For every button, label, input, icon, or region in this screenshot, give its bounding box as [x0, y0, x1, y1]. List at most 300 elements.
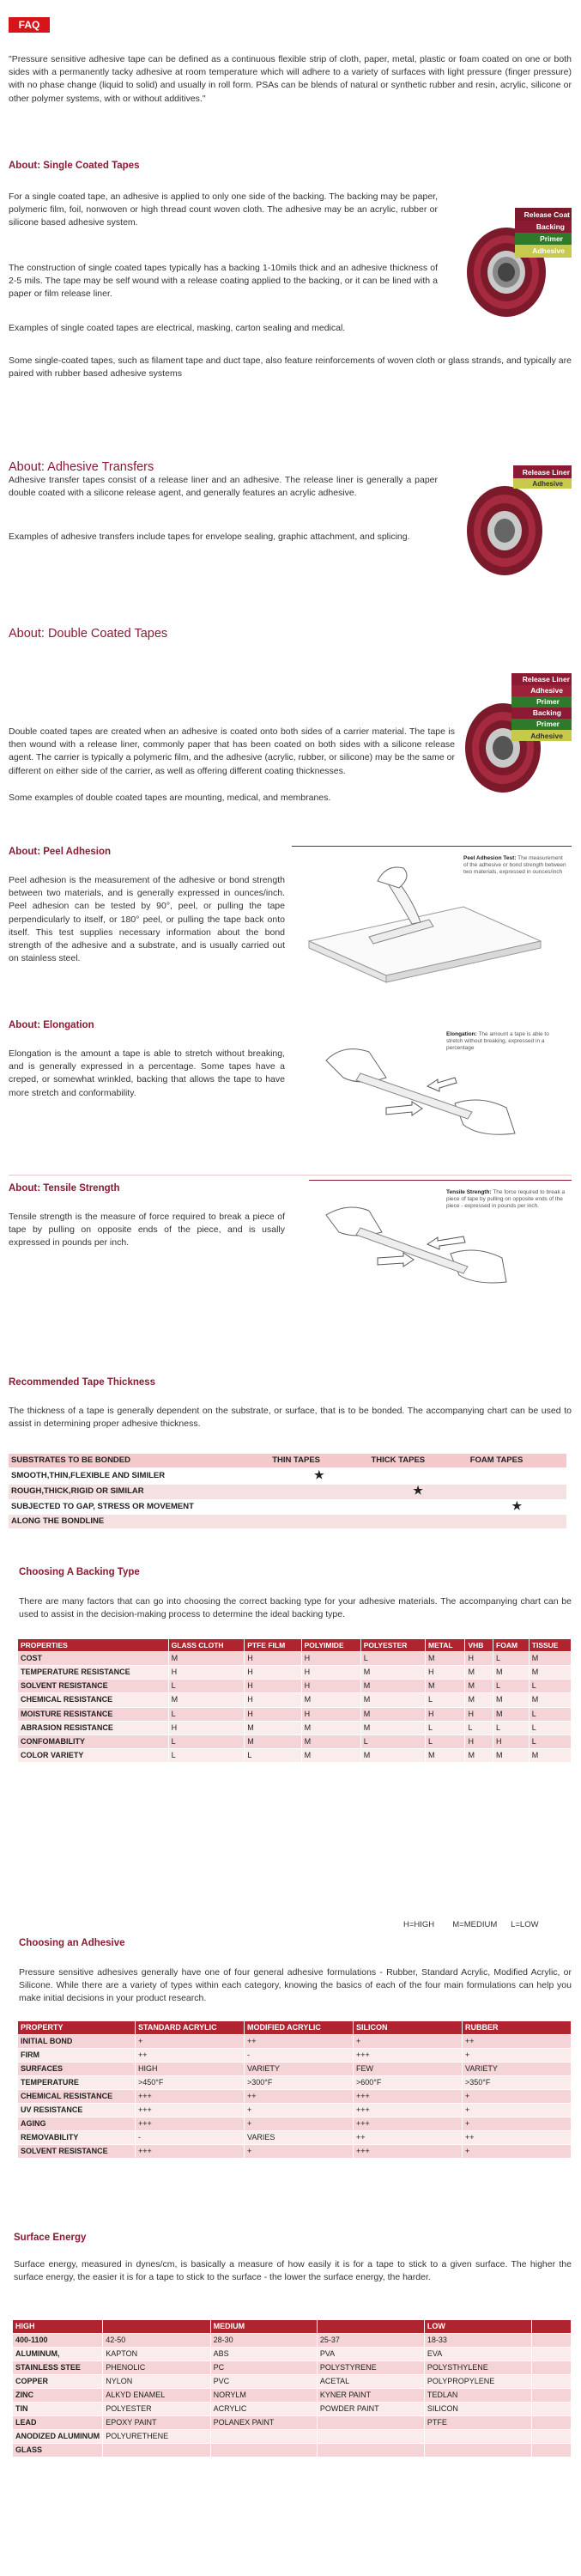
adhesive-transfers-p2: Examples of adhesive transfers include tapes for envelope sealing, graphic attachment, and splicing.	[9, 532, 410, 542]
double-layer-label: Primer	[536, 697, 560, 706]
single-layer-label: Backing	[536, 222, 565, 231]
thickness-cell	[269, 1515, 368, 1529]
adhesive-cell: >300°F	[245, 2076, 354, 2090]
thickness-cell	[468, 1484, 566, 1499]
backing-cell: M	[493, 1693, 530, 1707]
backing-cell: M	[465, 1748, 493, 1762]
adhesive-row	[18, 2035, 572, 2049]
backing-cell: L	[529, 1680, 571, 1693]
surface-row	[13, 2348, 572, 2361]
adhesive-row	[18, 2104, 572, 2117]
adhesive-cell: >600°F	[354, 2076, 463, 2090]
surface-cell	[424, 2430, 532, 2444]
transfer-layer-label: Release Liner	[522, 468, 570, 477]
adhesive-cell: +++	[354, 2117, 463, 2131]
backing-cell: H	[301, 1666, 360, 1680]
backing-cell: L	[245, 1748, 301, 1762]
thickness-row	[9, 1515, 566, 1529]
surface-cell: POLYPROPYLENE	[424, 2375, 532, 2389]
backing-row-label: COLOR VARIETY	[18, 1748, 169, 1762]
surface-cell	[424, 2444, 532, 2458]
surface-row-label: ZINC	[13, 2389, 103, 2403]
adhesive-cell: +	[463, 2104, 572, 2117]
backing-cell: L	[529, 1707, 571, 1721]
backing-cell: H	[245, 1680, 301, 1693]
backing-header-cell: GLASS CLOTH	[168, 1639, 245, 1652]
surface-row-label: ALUMINUM,	[13, 2348, 103, 2361]
backing-cell: L	[465, 1721, 493, 1735]
adhesive-cell: HIGH	[136, 2063, 245, 2076]
thickness-header-cell: FOAM TAPES	[468, 1454, 566, 1468]
tensile-caption-title: Tensile Strength:	[446, 1189, 492, 1195]
single-coated-p2: The construction of single coated tapes typically has a backing 1-10mils thick and an adhesive thickness of 2-5 mils. The tape may be self wound with a release coating applied to the backing, or it can be lined with a paper or film release liner.	[9, 263, 438, 300]
backing-cell: L	[529, 1735, 571, 1748]
surface-cell: POLYURETHENE	[103, 2430, 210, 2444]
adhesive-row	[18, 2117, 572, 2131]
backing-cell: M	[301, 1735, 360, 1748]
surface-row	[13, 2444, 572, 2458]
elongation-caption-text: The amount a tape is able to stretch without breaking, expressed in a percentage	[446, 1031, 549, 1052]
single-layer-label: Adhesive	[532, 246, 565, 255]
surface-cell	[532, 2361, 572, 2375]
surface-cell: PVC	[210, 2375, 317, 2389]
surface-cell: NORYLM	[210, 2389, 317, 2403]
backing-cell: H	[301, 1707, 360, 1721]
adhesive-row-label: INITIAL BOND	[18, 2035, 136, 2049]
surface-energy-p1: Surface energy, measured in dynes/cm, is basically a measure of how easily it is for a tape to stick to a given surface. The higher the surface energy, the easier it is for a tape to stick to the surface - the lower the surface energy, the harder.	[14, 2259, 572, 2283]
thickness-row	[9, 1468, 566, 1484]
surface-cell: POLYESTER	[103, 2403, 210, 2416]
adhesive-cell: +++	[354, 2049, 463, 2063]
thickness-cell	[368, 1468, 467, 1484]
backing-cell: H	[245, 1666, 301, 1680]
adhesive-cell: +++	[136, 2145, 245, 2159]
recommended-star-icon: ★	[413, 1483, 423, 1497]
adhesive-cell: ++	[245, 2035, 354, 2049]
surface-cell: ACRYLIC	[210, 2403, 317, 2416]
double-coated-heading: About: Double Coated Tapes	[9, 627, 168, 641]
backing-type-heading: Choosing A Backing Type	[19, 1567, 140, 1577]
surface-row-label: COPPER	[13, 2375, 103, 2389]
backing-row	[18, 1707, 572, 1721]
backing-cell: M	[425, 1748, 465, 1762]
thickness-cell	[269, 1468, 368, 1484]
adhesive-cell: FEW	[354, 2063, 463, 2076]
surface-cell: KYNER PAINT	[317, 2389, 424, 2403]
thickness-header-cell: THICK TAPES	[368, 1454, 467, 1468]
backing-row-label: MOISTURE RESISTANCE	[18, 1707, 169, 1721]
backing-cell: M	[493, 1666, 530, 1680]
single-coated-p4: Some single-coated tapes, such as filament tape and duct tape, also feature reinforcements of woven cloth or glass strands, and typically are paired with rubber based adhesive systems	[9, 355, 572, 380]
thickness-row	[9, 1484, 566, 1499]
backing-cell: M	[168, 1693, 245, 1707]
surface-row	[13, 2375, 572, 2389]
backing-cell: M	[360, 1707, 425, 1721]
surface-cell	[317, 2444, 424, 2458]
backing-cell: L	[425, 1735, 465, 1748]
backing-header-cell: POLYIMIDE	[301, 1639, 360, 1652]
backing-cell: M	[245, 1721, 301, 1735]
surface-row	[13, 2334, 572, 2348]
backing-row	[18, 1693, 572, 1707]
surface-cell	[532, 2444, 572, 2458]
surface-header-cell	[317, 2320, 424, 2334]
surface-cell: SILICON	[424, 2403, 532, 2416]
surface-cell	[532, 2403, 572, 2416]
adhesive-cell: VARIETY	[463, 2063, 572, 2076]
adhesive-row	[18, 2076, 572, 2090]
surface-row-label: 400-1100	[13, 2334, 103, 2348]
surface-row	[13, 2403, 572, 2416]
adhesive-header-cell: SILICON	[354, 2021, 463, 2035]
surface-cell: ALKYD ENAMEL	[103, 2389, 210, 2403]
elongation-illustration	[309, 1026, 572, 1146]
surface-cell: PTFE	[424, 2416, 532, 2430]
thickness-cell	[269, 1499, 368, 1515]
double-layer-label: Backing	[532, 708, 561, 717]
single-coated-tape-roll-diagram	[462, 191, 573, 319]
backing-cell: H	[301, 1680, 360, 1693]
backing-row	[18, 1666, 572, 1680]
double-coated-tape-roll-diagram	[462, 666, 573, 795]
backing-header-row	[18, 1639, 572, 1652]
adhesive-row-label: UV RESISTANCE	[18, 2104, 136, 2117]
transfer-layer-label: Adhesive	[532, 480, 563, 488]
backing-header-cell: POLYESTER	[360, 1639, 425, 1652]
surface-cell: NYLON	[103, 2375, 210, 2389]
adhesive-row-label: AGING	[18, 2117, 136, 2131]
thickness-cell	[368, 1515, 467, 1529]
surface-cell	[210, 2444, 317, 2458]
backing-cell: M	[493, 1707, 530, 1721]
recommended-star-icon: ★	[511, 1498, 523, 1512]
adhesive-cell: +	[245, 2117, 354, 2131]
backing-cell: L	[168, 1707, 245, 1721]
adhesive-cell: +++	[354, 2145, 463, 2159]
backing-cell: M	[465, 1680, 493, 1693]
adhesive-cell: ++	[463, 2131, 572, 2145]
single-coated-heading: About: Single Coated Tapes	[9, 161, 140, 171]
backing-cell: M	[529, 1652, 571, 1666]
surface-cell	[532, 2334, 572, 2348]
surface-cell: 42-50	[103, 2334, 210, 2348]
thickness-cell	[468, 1499, 566, 1515]
double-coated-p1: Double coated tapes are created when an adhesive is coated onto both sides of a carrier material. The tape is then wound with a release liner, commonly paper that has been coated on both sides with a silicone release agent. The carrier is typically a polymeric film, and the adhesive (acrylic, rubber, or silicone) may be the same or different on either side of the carrier, as well as offering different coating thicknesses.	[9, 726, 455, 776]
backing-cell: L	[493, 1652, 530, 1666]
surface-cell: EVA	[424, 2348, 532, 2361]
double-layer-label: Release Liner	[522, 675, 570, 683]
backing-row	[18, 1721, 572, 1735]
backing-cell: M	[465, 1693, 493, 1707]
backing-cell: M	[425, 1680, 465, 1693]
thickness-cell	[269, 1484, 368, 1499]
peel-adhesion-illustration	[292, 846, 572, 984]
backing-cell: H	[245, 1707, 301, 1721]
adhesive-cell: >350°F	[463, 2076, 572, 2090]
backing-type-table	[17, 1638, 572, 1763]
adhesive-cell: +	[463, 2145, 572, 2159]
surface-cell: POLYSTYRENE	[317, 2361, 424, 2375]
thickness-row-label: SMOOTH,THIN,FLEXIBLE AND SIMILER	[9, 1468, 269, 1484]
surface-cell: POLYSTHYLENE	[424, 2361, 532, 2375]
adhesive-row-label: REMOVABILITY	[18, 2131, 136, 2145]
surface-cell: KAPTON	[103, 2348, 210, 2361]
backing-row-label: CONFOMABILITY	[18, 1735, 169, 1748]
peel-adhesion-heading: About: Peel Adhesion	[9, 847, 112, 857]
backing-cell: M	[529, 1693, 571, 1707]
backing-type-p1: There are many factors that can go into choosing the correct backing type for your adhesive materials. The accompanying chart can be used to assist in the decision-making process to determine the ideal backing type.	[19, 1596, 572, 1620]
adhesive-row-label: CHEMICAL RESISTANCE	[18, 2090, 136, 2104]
surface-row-label: GLASS	[13, 2444, 103, 2458]
surface-cell	[210, 2430, 317, 2444]
backing-cell: M	[360, 1680, 425, 1693]
adhesive-cell: ++	[463, 2035, 572, 2049]
backing-cell: H	[425, 1707, 465, 1721]
recommended-star-icon: ★	[314, 1468, 324, 1481]
adhesive-row	[18, 2145, 572, 2159]
backing-cell: H	[465, 1707, 493, 1721]
backing-cell: L	[360, 1735, 425, 1748]
surface-cell: ACETAL	[317, 2375, 424, 2389]
backing-cell: M	[425, 1652, 465, 1666]
surface-cell: POLANEX PAINT	[210, 2416, 317, 2430]
backing-cell: H	[465, 1652, 493, 1666]
adhesive-cell: +	[136, 2035, 245, 2049]
backing-cell: L	[168, 1680, 245, 1693]
tensile-caption-text: The force required to break a piece of tape by pulling on opposite ends of the piece - expressed in pounds per inch.	[446, 1189, 566, 1210]
backing-cell: H	[425, 1666, 465, 1680]
backing-cell: L	[425, 1693, 465, 1707]
backing-cell: L	[425, 1721, 465, 1735]
backing-row-label: COST	[18, 1652, 169, 1666]
adhesive-header-cell: STANDARD ACRYLIC	[136, 2021, 245, 2035]
adhesive-cell: +	[463, 2117, 572, 2131]
adhesive-cell: +++	[136, 2090, 245, 2104]
surface-row	[13, 2389, 572, 2403]
backing-header-cell: VHB	[465, 1639, 493, 1652]
thickness-cell	[368, 1484, 467, 1499]
surface-cell: 25-37	[317, 2334, 424, 2348]
surface-cell: TEDLAN	[424, 2389, 532, 2403]
thickness-header-cell: THIN TAPES	[269, 1454, 368, 1468]
adhesive-transfer-tape-roll-diagram	[462, 453, 573, 582]
double-layer-label: Adhesive	[530, 732, 563, 740]
backing-header-cell: FOAM	[493, 1639, 530, 1652]
backing-row	[18, 1652, 572, 1666]
surface-cell: POWDER PAINT	[317, 2403, 424, 2416]
backing-header-cell: TISSUE	[529, 1639, 571, 1652]
tape-thickness-heading: Recommended Tape Thickness	[9, 1377, 156, 1388]
surface-row	[13, 2361, 572, 2375]
backing-cell: H	[245, 1693, 301, 1707]
backing-row	[18, 1735, 572, 1748]
backing-cell: M	[360, 1721, 425, 1735]
thickness-row-label: SUBJECTED TO GAP, STRESS OR MOVEMENT	[9, 1499, 269, 1515]
backing-row-label: CHEMICAL RESISTANCE	[18, 1693, 169, 1707]
single-layer-label: Release Coat	[524, 210, 570, 219]
choosing-adhesive-heading: Choosing an Adhesive	[19, 1938, 125, 1948]
backing-row	[18, 1680, 572, 1693]
adhesive-cell: +	[245, 2145, 354, 2159]
single-coated-p1: For a single coated tape, an adhesive is applied to only one side of the backing. The backing may be paper, polymeric film, foil, nonwoven or high thread count woven cloth. The adhesive may be an acrylic, rubber or silicone based adhesive system.	[9, 191, 438, 228]
adhesive-row-label: SOLVENT RESISTANCE	[18, 2145, 136, 2159]
backing-cell: M	[360, 1693, 425, 1707]
tensile-strength-heading: About: Tensile Strength	[9, 1183, 120, 1194]
surface-cell	[532, 2416, 572, 2430]
backing-row-label: ABRASION RESISTANCE	[18, 1721, 169, 1735]
backing-row-label: TEMPERATURE RESISTANCE	[18, 1666, 169, 1680]
adhesive-cell: ++	[354, 2131, 463, 2145]
adhesive-row-label: SURFACES	[18, 2063, 136, 2076]
backing-cell: M	[493, 1748, 530, 1762]
surface-cell: 18-33	[424, 2334, 532, 2348]
adhesive-row	[18, 2063, 572, 2076]
surface-cell	[103, 2444, 210, 2458]
surface-header-cell: MEDIUM	[210, 2320, 317, 2334]
surface-cell	[532, 2348, 572, 2361]
backing-row-label: SOLVENT RESISTANCE	[18, 1680, 169, 1693]
tensile-illustration	[309, 1189, 572, 1292]
backing-cell: L	[529, 1721, 571, 1735]
surface-energy-table	[12, 2319, 572, 2458]
single-coated-p3: Examples of single coated tapes are electrical, masking, carton sealing and medical.	[9, 323, 346, 333]
backing-cell: H	[493, 1735, 530, 1748]
tape-thickness-p1: The thickness of a tape is generally dependent on the substrate, or surface, that is to be bonded. The accompanying chart can be used to assist in determining proper adhesive thickness.	[9, 1406, 572, 1430]
peel-caption-title: Peel Adhesion Test:	[463, 855, 517, 861]
surface-cell: ABS	[210, 2348, 317, 2361]
surface-row-label: TIN	[13, 2403, 103, 2416]
backing-cell: M	[301, 1693, 360, 1707]
peel-adhesion-p1: Peel adhesion is the measurement of the adhesive or bond strength between two materials, and is generally expressed in ounces/inch. Peel adhesion can be tested by 90°, peel, or pulling the tape perpendicularly to itself, or 180° peel, or pulling the tape back onto itself. This test supplies necessary information about the bond strength of the adhesive and a substrate, and is usually carried out on stainless steel.	[9, 875, 285, 964]
backing-cell: M	[360, 1748, 425, 1762]
elongation-heading: About: Elongation	[9, 1020, 94, 1030]
adhesive-row-label: TEMPERATURE	[18, 2076, 136, 2090]
surface-row-label: LEAD	[13, 2416, 103, 2430]
backing-header-cell: PROPERTIES	[18, 1639, 169, 1652]
thickness-header-cell: SUBSTRATES TO BE BONDED	[9, 1454, 269, 1468]
backing-cell: H	[465, 1735, 493, 1748]
thickness-row-label: ALONG THE BONDLINE	[9, 1515, 269, 1529]
backing-legend: H=HIGH M=MEDIUM L=LOW	[403, 1920, 539, 1929]
thickness-header-row	[9, 1454, 566, 1468]
backing-cell: H	[245, 1652, 301, 1666]
backing-cell: L	[360, 1652, 425, 1666]
tape-thickness-table	[9, 1454, 566, 1529]
surface-cell	[532, 2389, 572, 2403]
backing-cell: M	[245, 1735, 301, 1748]
backing-cell: M	[301, 1721, 360, 1735]
adhesive-cell: +++	[136, 2117, 245, 2131]
choosing-adhesive-p1: Pressure sensitive adhesives generally have one of four general adhesive formulations - Rubber, Standard Acrylic, Modified Acrylic, or Silicone. While there are a variety of types within each category, knowing the basics of each of the four main formulations can help you make initial decisions in your product research.	[19, 1967, 572, 2004]
backing-header-cell: PTFE FILM	[245, 1639, 301, 1652]
backing-cell: M	[301, 1748, 360, 1762]
backing-cell: M	[360, 1666, 425, 1680]
adhesive-cell: -	[245, 2049, 354, 2063]
intro-paragraph: "Pressure sensitive adhesive tape can be defined as a continuous flexible strip of cloth, paper, metal, plastic or foam coated on one or both sides with a permanently tacky adhesive at room temperature which will adhere to a variety of surfaces with light pressure (finger pressure) with no phase change (liquid to solid) and usually in roll form. PSAs can be blends of natural or synthetic rubber and resin, acrylic, silicone or other polymer systems, with or without additives."	[9, 54, 572, 104]
surface-header-cell	[103, 2320, 210, 2334]
surface-row-label: STAINLESS STEE	[13, 2361, 103, 2375]
adhesive-row	[18, 2049, 572, 2063]
adhesive-cell: +++	[354, 2104, 463, 2117]
adhesive-cell: +	[463, 2090, 572, 2104]
adhesive-header-cell: RUBBER	[463, 2021, 572, 2035]
thickness-row	[9, 1499, 566, 1515]
surface-energy-heading: Surface Energy	[14, 2233, 87, 2243]
adhesive-cell: VARIES	[245, 2131, 354, 2145]
tensile-divider	[309, 1180, 572, 1181]
double-layer-label: Adhesive	[530, 686, 563, 695]
adhesive-cell: -	[136, 2131, 245, 2145]
double-layer-label: Primer	[536, 720, 560, 728]
adhesive-transfers-p1: Adhesive transfer tapes consist of a release liner and an adhesive. The release liner is generally a paper double coated with a silicone release agent, and generally features an acrylic adhesive.	[9, 475, 438, 499]
backing-cell: H	[168, 1721, 245, 1735]
adhesive-header-row	[18, 2021, 572, 2035]
surface-header-cell	[532, 2320, 572, 2334]
adhesive-header-cell: PROPERTY	[18, 2021, 136, 2035]
surface-cell	[532, 2430, 572, 2444]
surface-cell	[317, 2416, 424, 2430]
surface-cell: EPOXY PAINT	[103, 2416, 210, 2430]
single-layer-label: Primer	[540, 234, 563, 243]
elongation-caption-title: Elongation:	[446, 1031, 477, 1037]
backing-cell: M	[465, 1666, 493, 1680]
backing-cell: L	[493, 1721, 530, 1735]
backing-cell: M	[529, 1666, 571, 1680]
adhesive-comparison-table	[17, 2020, 572, 2159]
adhesive-cell: ++	[245, 2090, 354, 2104]
surface-row-label: ANODIZED ALUMINUM	[13, 2430, 103, 2444]
surface-cell: 28-30	[210, 2334, 317, 2348]
backing-cell: L	[493, 1680, 530, 1693]
adhesive-row	[18, 2090, 572, 2104]
tensile-strength-p1: Tensile strength is the measure of force required to break a piece of tape by pulling on opposite ends of the piece, and is usally expressed in pounds per inch.	[9, 1212, 285, 1249]
thickness-cell	[468, 1515, 566, 1529]
backing-row	[18, 1748, 572, 1762]
adhesive-row-label: FIRM	[18, 2049, 136, 2063]
adhesive-cell: +	[245, 2104, 354, 2117]
faq-badge: FAQ	[9, 17, 50, 33]
adhesive-row	[18, 2131, 572, 2145]
adhesive-header-cell: MODIFIED ACRYLIC	[245, 2021, 354, 2035]
surface-header-row	[13, 2320, 572, 2334]
backing-header-cell: METAL	[425, 1639, 465, 1652]
surface-cell: PVA	[317, 2348, 424, 2361]
adhesive-cell: +	[354, 2035, 463, 2049]
surface-row	[13, 2430, 572, 2444]
backing-cell: L	[168, 1735, 245, 1748]
adhesive-transfers-heading: About: Adhesive Transfers	[9, 460, 154, 474]
surface-cell	[532, 2375, 572, 2389]
thickness-cell	[368, 1499, 467, 1515]
adhesive-cell: >450°F	[136, 2076, 245, 2090]
section-divider	[9, 1175, 572, 1176]
backing-cell: M	[168, 1652, 245, 1666]
adhesive-cell: VARIETY	[245, 2063, 354, 2076]
surface-cell: PC	[210, 2361, 317, 2375]
surface-row	[13, 2416, 572, 2430]
backing-cell: H	[168, 1666, 245, 1680]
surface-cell: PHENOLIC	[103, 2361, 210, 2375]
double-coated-p2: Some examples of double coated tapes are mounting, medical, and membranes.	[9, 793, 331, 803]
backing-cell: H	[301, 1652, 360, 1666]
thickness-row-label: ROUGH,THICK,RIGID OR SIMILAR	[9, 1484, 269, 1499]
adhesive-cell: +	[463, 2049, 572, 2063]
peel-caption-text: The measurement of the adhesive or bond strength between two materials, expressed in ounces/inch	[463, 855, 566, 876]
backing-cell: L	[168, 1748, 245, 1762]
elongation-p1: Elongation is the amount a tape is able to stretch without breaking, and is generally expressed in a percentage. Some tapes have a creped, or somewhat wrinkled, backing that allows the tape to have more stretch and conformability.	[9, 1048, 285, 1098]
surface-header-cell: HIGH	[13, 2320, 103, 2334]
backing-cell: M	[529, 1748, 571, 1762]
